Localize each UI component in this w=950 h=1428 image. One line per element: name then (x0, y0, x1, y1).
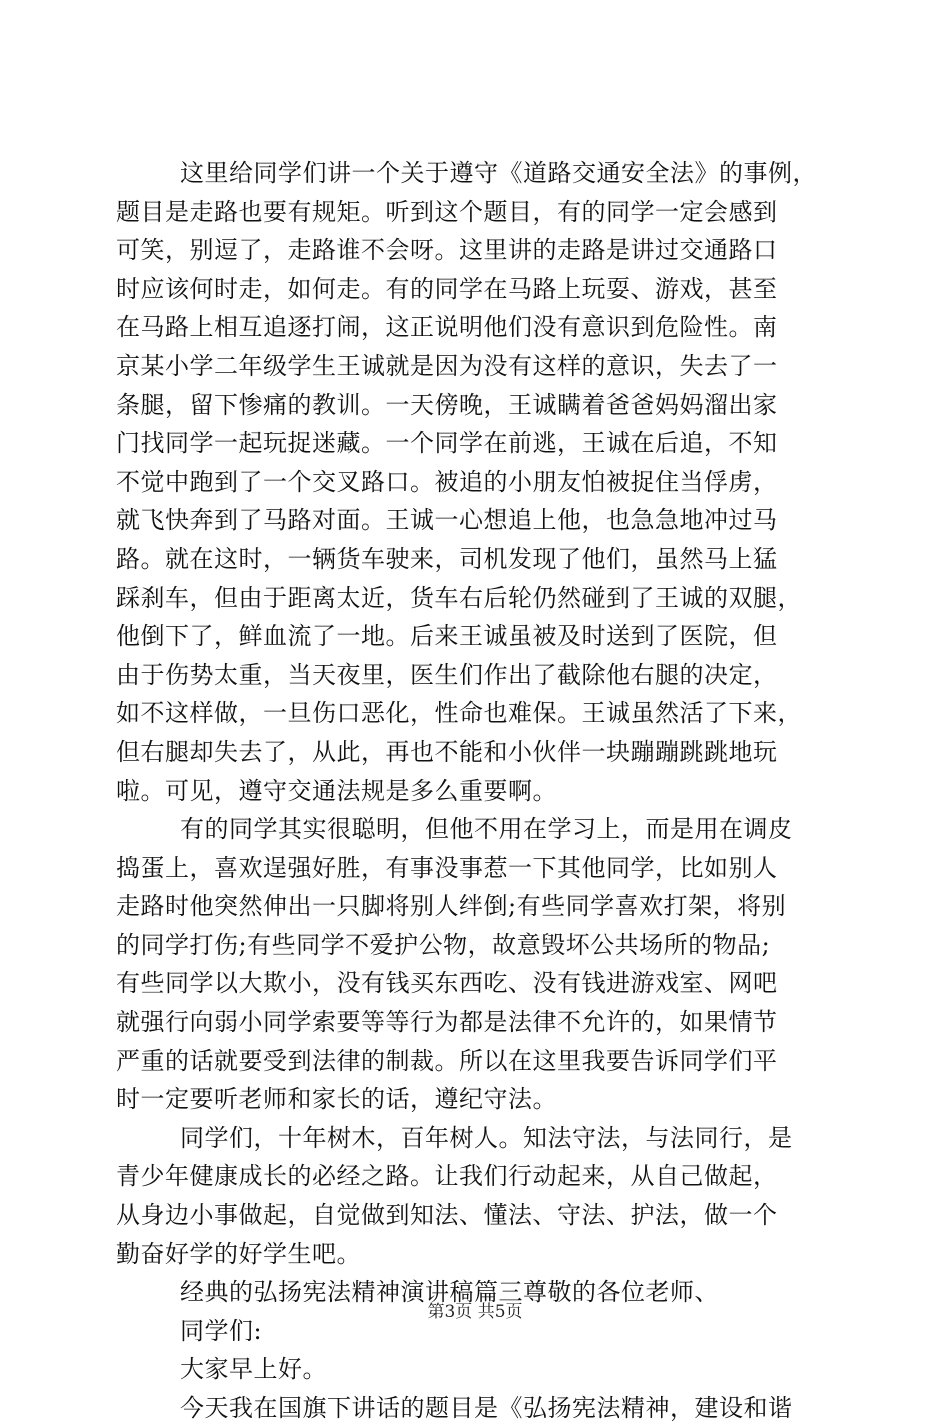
text-line: 这里给同学们讲一个关于遵守《道路交通安全法》的事例， (180, 159, 817, 187)
text-line: 今天我在国旗下讲话的题目是《弘扬宪法精神，建设和谐 (180, 1394, 793, 1422)
text-line: 时一定要听老师和家长的话，遵纪守法。 (116, 1085, 557, 1114)
text-line: 但右腿却失去了，从此，再也不能和小伙伴一块蹦蹦跳跳地玩 (116, 737, 778, 766)
text-line: 条腿，留下惨痛的教训。一天傍晚，王诚瞒着爸爸妈妈溜出家 (116, 390, 778, 419)
text-line: 捣蛋上，喜欢逞强好胜，有事没事惹一下其他同学，比如别人 (116, 853, 778, 882)
text-line: 经典的弘扬宪法精神演讲稿篇三尊敬的各位老师、 (180, 1278, 719, 1307)
text-line: 就飞快奔到了马路对面。王诚一心想追上他，也急急地冲过马 (116, 506, 778, 535)
document-body (116, 154, 836, 1428)
text-line: 路。就在这时，一辆货车驶来，司机发现了他们，虽然马上猛 (116, 544, 778, 573)
text-line: 在马路上相互追逐打闹，这正说明他们没有意识到危险性。南 (116, 313, 778, 342)
page-footer: 第3页 共5页 (427, 1302, 523, 1322)
text-line: 青少年健康成长的必经之路。让我们行动起来，从自己做起， (116, 1162, 778, 1191)
text-line: 严重的话就要受到法律的制裁。所以在这里我要告诉同学们平 (116, 1046, 778, 1075)
text-line: 踩刹车，但由于距离太近，货车右后轮仍然碰到了王诚的双腿， (116, 583, 802, 612)
text-line: 如不这样做，一旦伤口恶化，性命也难保。王诚虽然活了下来， (116, 699, 802, 728)
text-line: 时应该何时走，如何走。有的同学在马路上玩耍、游戏，甚至 (116, 274, 778, 303)
text-line: 门找同学一起玩捉迷藏。一个同学在前逃，王诚在后追，不知 (116, 429, 778, 458)
text-line: 的同学打伤;有些同学不爱护公物，故意毁坏公共场所的物品; (116, 930, 771, 959)
text-line: 有的同学其实很聪明，但他不用在学习上，而是用在调皮 (180, 815, 793, 844)
text-line: 从身边小事做起，自觉做到知法、懂法、守法、护法，做一个 (116, 1201, 778, 1230)
text-line: 题目是走路也要有规矩。听到这个题目，有的同学一定会感到 (116, 197, 778, 226)
text-line: 他倒下了，鲜血流了一地。后来王诚虽被及时送到了医院，但 (116, 622, 778, 651)
text-line: 勤奋好学的好学生吧。 (116, 1239, 361, 1268)
text-line: 可笑，别逗了，走路谁不会呀。这里讲的走路是讲过交通路口 (116, 236, 778, 265)
text-line: 就强行向弱小同学索要等等行为都是法律不允许的，如果情节 (116, 1008, 778, 1037)
text-line: 啦。可见，遵守交通法规是多么重要啊。 (116, 776, 557, 805)
text-line: 有些同学以大欺小，没有钱买东西吃、没有钱进游戏室、网吧 (116, 969, 778, 998)
text-line: 京某小学二年级学生王诚就是因为没有这样的意识，失去了一 (116, 351, 778, 380)
text-line: 同学们: (180, 1316, 263, 1345)
text-line: 走路时他突然伸出一只脚将别人绊倒;有些同学喜欢打架，将别 (116, 892, 787, 921)
text-line: 大家早上好。 (180, 1355, 327, 1384)
text-line: 同学们，十年树木，百年树人。知法守法，与法同行，是 (180, 1123, 793, 1152)
text-line: 不觉中跑到了一个交叉路口。被追的小朋友怕被捉住当俘虏， (116, 467, 778, 496)
text-line: 由于伤势太重，当天夜里，医生们作出了截除他右腿的决定， (116, 660, 778, 689)
